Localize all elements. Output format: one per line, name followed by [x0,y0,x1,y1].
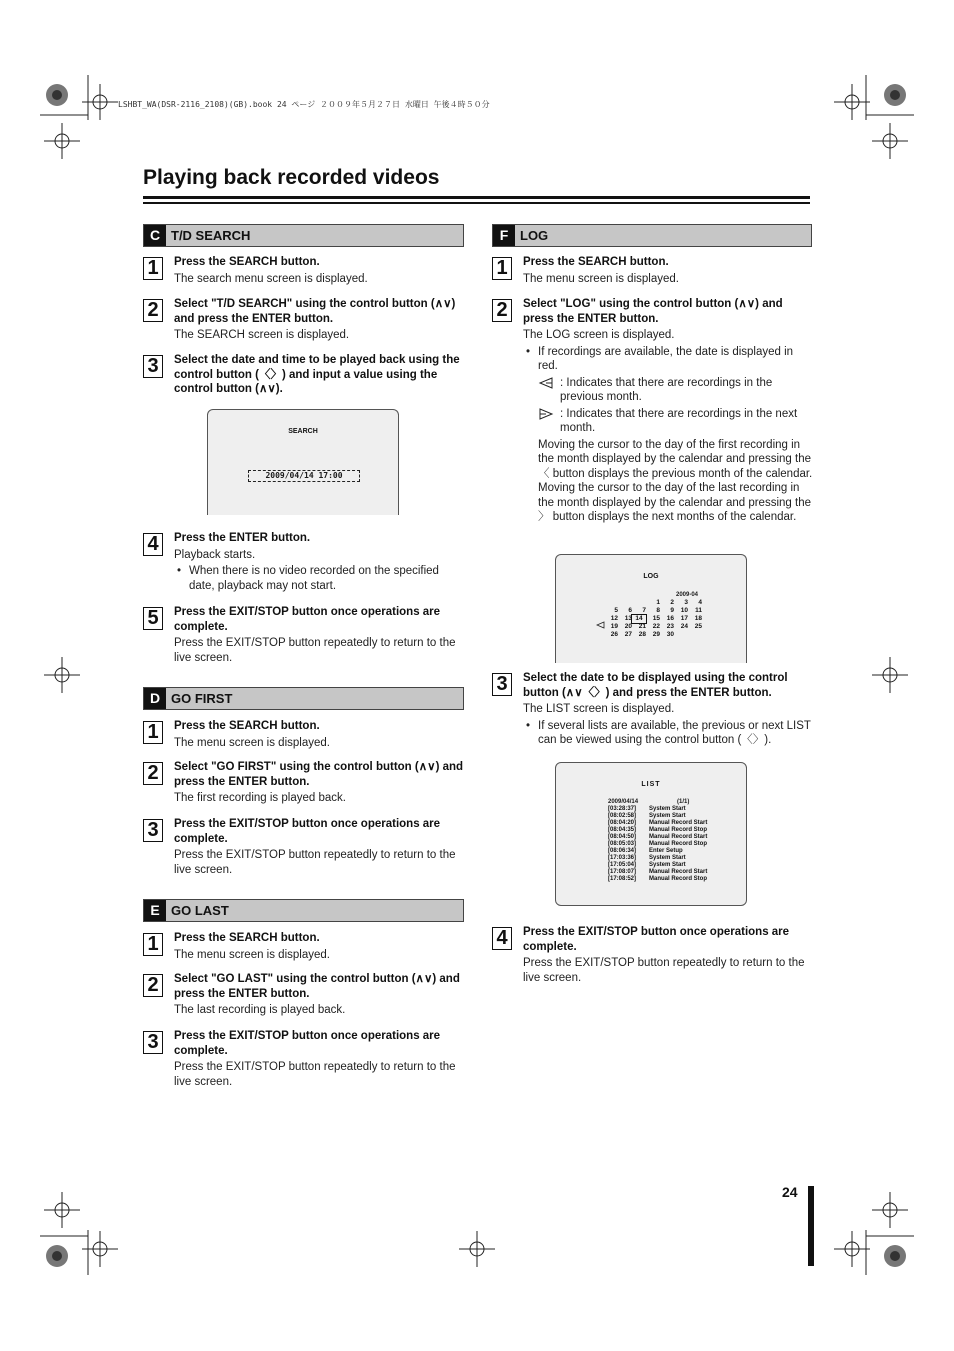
page-number: 24 [782,1184,798,1200]
list-entry-time: [17:08:07] [608,869,637,875]
calendar-day: 27 [624,631,632,638]
prev-month-arrow-icon [538,377,554,389]
calendar-day: 28 [638,631,646,638]
list-entry-event: Manual Record Stop [649,876,708,882]
list-entry-event: Enter Setup [649,848,683,854]
calendar-day: 25 [694,623,702,630]
list-entry-time: [08:05:03] [608,841,637,847]
calendar-day: 29 [652,631,660,638]
step-instruction: Press the SEARCH button. [174,256,320,268]
step-number: 2 [492,299,512,322]
list-entry [608,813,707,820]
section-label: T/D SEARCH [171,228,251,243]
print-header: LSHBT_WA(DSR-2116_2108)(GB).book 24 ページ ２００９年５月２７日 水曜日 午後４時５０分 [118,100,490,109]
search-screen [207,409,399,515]
list-entry [608,820,707,827]
step-instruction: Press the EXIT/STOP button once operations are complete. [174,606,441,633]
step-result: The SEARCH screen is displayed. [174,329,350,341]
calendar-day: 24 [680,623,688,630]
calendar-day: 26 [610,631,618,638]
section-letter: D [144,688,166,709]
log-screen [555,554,747,663]
calendar-day: 21 [638,623,646,630]
calendar-day: 1 [656,599,660,606]
section-header-go-first [143,687,464,710]
list-entry [608,876,707,883]
section-letter: C [144,225,166,246]
log-month: 2009-04 [676,592,699,598]
step-result: The first recording is played back. [174,792,346,804]
list-entry-time: [08:04:20] [608,820,637,826]
step-instruction: Select "GO FIRST" using the control button (∧∨) and press the ENTER button. [174,761,464,788]
step-note: • When there is no video recorded on the specified date, playback may not start. [174,564,464,593]
list-entry-time: [17:08:52] [608,876,637,882]
calendar-day: 3 [684,599,688,606]
section-header-go-last [143,899,464,922]
list-entry-event: Manual Record Start [649,834,708,840]
step-number: 1 [143,257,163,280]
calendar-day: 20 [624,623,632,630]
list-entry-time: [17:03:36] [608,855,637,861]
list-entry-event: Manual Record Start [649,820,708,826]
step-result: The LIST screen is displayed. [523,703,675,715]
step-note: • If several lists are available, the previous or next LIST can be viewed using the control button (〈〉). [523,719,813,748]
list-entry-time: [08:04:50] [608,834,637,840]
step-instruction: Press the SEARCH button. [523,256,669,268]
page-edge-bar [808,1186,814,1266]
step-number: 2 [143,762,163,785]
step-number: 1 [143,933,163,956]
list-entry-event: Manual Record Start [649,869,708,875]
step-number: 3 [492,673,512,696]
calendar-day: 16 [666,615,674,622]
calendar-week-row [604,607,702,615]
step-result: Press the EXIT/STOP button repeatedly to return to the live screen. [174,849,456,876]
step-instruction: Select the date to be displayed using the control button (∧∨〈〉) and press the ENTER button. [523,672,788,699]
list-entry [608,827,707,834]
calendar-day: 19 [610,623,618,630]
calendar-day: 2 [670,599,674,606]
step-instruction: Press the ENTER button. [174,532,311,544]
calendar-navigation-text: Moving the cursor to the day of the first recording in the month displayed by the calendar and pressing the 〈 button displays the previous month of the calendar. Moving the cursor to the day of the last recording in the month displayed by the calendar and pressing the 〉 button displays the next months of the calendar. [538,438,813,523]
step-instruction: Press the SEARCH button. [174,932,320,944]
list-entry-event: System Start [649,813,686,819]
calendar-day: 10 [680,607,688,614]
step-result: The menu screen is displayed. [174,948,330,961]
step-number: 1 [492,257,512,280]
step-instruction: Press the EXIT/STOP button once operations are complete. [523,926,790,953]
step-note: • If recordings are available, the date is displayed in red. [523,345,813,374]
log-screen-title: LOG [643,573,659,580]
step-result: The LOG screen is displayed. [523,329,675,341]
calendar-day: 23 [666,623,674,630]
next-month-description: : Indicates that there are recordings in the next month. [560,407,798,434]
step-result: The menu screen is displayed. [523,272,679,285]
calendar-day [674,631,688,639]
step-instruction: Press the EXIT/STOP button once operations are complete. [174,1030,441,1057]
list-entry-time: [08:06:34] [608,848,637,854]
section-letter: F [493,225,515,246]
list-entry-event: System Start [649,806,686,812]
list-entry-event: Manual Record Stop [649,827,708,833]
list-entry-event: System Start [649,862,686,868]
section-header-td-search [143,224,464,247]
list-entry-time: [03:28:37] [608,806,637,812]
list-entry-event: Manual Record Stop [649,841,708,847]
list-screen-title: LIST [641,781,661,788]
title-rule-thin [143,202,810,204]
calendar-day: 5 [614,607,618,614]
log-calendar [604,599,702,639]
calendar-week-row [604,615,702,623]
next-month-arrow-icon [538,408,554,420]
calendar-day: 6 [628,607,632,614]
step-result: Press the EXIT/STOP button repeatedly to return to the live screen. [174,1061,456,1088]
step-instruction: Select "GO LAST" using the control button (∧∨) and press the ENTER button. [174,973,460,1000]
list-entry-time: [08:02:58] [608,813,637,819]
step-result: Playback starts. [174,548,256,561]
search-screen-title: SEARCH [288,428,318,435]
step-result: Press the EXIT/STOP button repeatedly to return to the live screen. [523,957,805,984]
calendar-day: 11 [695,607,702,614]
calendar-day: 22 [652,623,660,630]
list-entry [608,869,707,876]
step-number: 3 [143,819,163,842]
list-entry [608,862,707,869]
section-letter: E [144,900,166,921]
step-instruction: Select "T/D SEARCH" using the control button (∧∨) and press the ENTER button. [174,298,456,325]
calendar-day: 17 [680,615,688,622]
list-date: 2009/04/14 [608,799,639,805]
step-number: 2 [143,299,163,322]
step-number: 3 [143,1031,163,1054]
calendar-day: 4 [698,599,702,606]
step-number: 4 [492,927,512,950]
calendar-day [688,631,702,639]
calendar-day: 15 [652,615,660,622]
section-label: GO LAST [171,903,229,918]
step-number: 3 [143,355,163,378]
page-title: Playing back recorded videos [143,166,440,189]
calendar-day [604,599,618,607]
step-instruction: Press the SEARCH button. [174,720,320,732]
list-entry-time: [17:05:04] [608,862,637,868]
list-entry-event: System Start [649,855,686,861]
calendar-day: 30 [666,631,674,638]
step-number: 2 [143,974,163,997]
calendar-day [632,599,646,607]
search-datetime-field: 2009/04/14 17:00 [248,470,360,482]
list-entries [608,806,707,883]
calendar-day: 13 [624,615,632,622]
calendar-week-row [604,623,702,631]
step-number: 1 [143,721,163,744]
list-entry [608,806,707,813]
calendar-day: 14 [632,615,646,623]
step-result: The search menu screen is displayed. [174,272,368,285]
prev-month-description: : Indicates that there are recordings in the previous month. [560,376,773,403]
calendar-day: 8 [656,607,660,614]
step-number: 4 [143,533,163,556]
calendar-week-row [604,599,702,607]
calendar-day: 7 [642,607,646,614]
calendar-week-row [604,631,702,639]
step-instruction: Press the EXIT/STOP button once operations are complete. [174,818,441,845]
list-entry [608,855,707,862]
title-rule [143,196,810,199]
list-entry [608,834,707,841]
step-result: The menu screen is displayed. [174,736,330,749]
step-result: The last recording is played back. [174,1004,346,1016]
step-instruction: Select the date and time to be played back using the control button (〈〉) and input a value using the control button (∧∨). [174,354,460,395]
step-instruction: Select "LOG" using the control button (∧∨) and press the ENTER button. [523,298,783,325]
calendar-day: 9 [670,607,674,614]
list-screen [555,762,747,906]
calendar-day: 12 [610,615,618,622]
section-label: LOG [520,228,549,243]
list-entry [608,848,707,855]
step-result: Press the EXIT/STOP button repeatedly to return to the live screen. [174,637,456,664]
calendar-day: 18 [694,615,702,622]
list-page: (1/1) [677,799,690,805]
section-header-log [492,224,812,247]
section-label: GO FIRST [171,691,233,706]
step-number: 5 [143,607,163,630]
list-entry [608,841,707,848]
list-entry-time: [08:04:35] [608,827,637,833]
calendar-day [618,599,632,607]
